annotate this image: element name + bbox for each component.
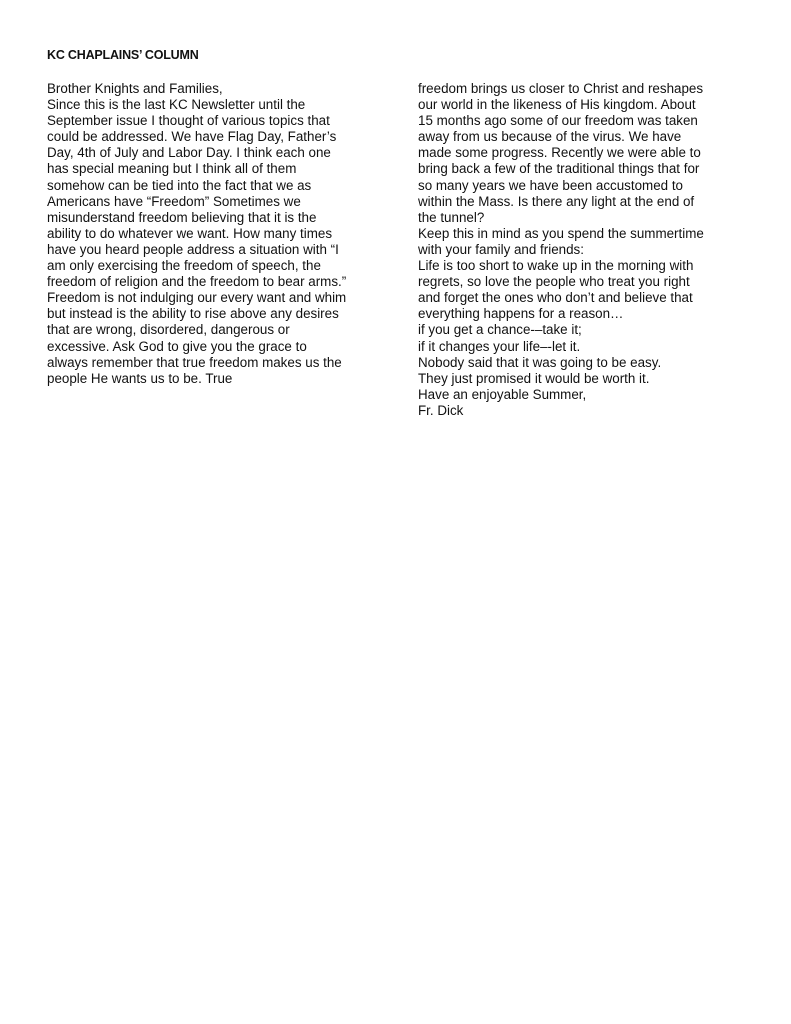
body-line: could be addressed. We have Flag Day, Father’s bbox=[47, 129, 337, 145]
body-line: freedom of religion and the freedom to bear arms.” bbox=[47, 274, 347, 290]
body-line: Freedom is not indulging our every want and whim bbox=[47, 290, 347, 306]
body-line: excessive. Ask God to give you the grace to bbox=[47, 338, 307, 354]
body-line: made some progress. Recently we were able to bbox=[418, 145, 701, 161]
body-line: the tunnel? bbox=[418, 209, 485, 225]
body-line: have you heard people address a situation with “I bbox=[47, 241, 339, 257]
body-line: always remember that true freedom makes us the bbox=[47, 354, 342, 370]
body-line: am only exercising the freedom of speech, the bbox=[47, 258, 321, 274]
body-line: with your family and friends: bbox=[418, 241, 584, 257]
body-line: misunderstand freedom believing that it is the bbox=[47, 209, 317, 225]
closing: Have an enjoyable Summer, bbox=[418, 386, 587, 402]
page-title: KC CHAPLAINS’ COLUMN bbox=[47, 48, 199, 62]
body-line: 15 months ago some of our freedom was taken bbox=[418, 113, 698, 129]
body-line: ability to do whatever we want. How many times bbox=[47, 225, 333, 241]
body-line: if it changes your life–-let it. bbox=[418, 338, 581, 354]
body-line: Keep this in mind as you spend the summertime bbox=[418, 225, 704, 241]
body-line: but instead is the ability to rise above any desires bbox=[47, 306, 339, 322]
body-line: regrets, so love the people who treat you right bbox=[418, 274, 690, 290]
body-line: people He wants us to be. True bbox=[47, 370, 233, 386]
body-line: freedom brings us closer to Christ and reshapes bbox=[418, 81, 704, 96]
body-line: somehow can be tied into the fact that we as bbox=[47, 177, 312, 193]
body-line: Americans have “Freedom” Sometimes we bbox=[47, 193, 301, 209]
body-line: within the Mass. Is there any light at the end of bbox=[418, 193, 695, 209]
signature: Fr. Dick bbox=[418, 402, 464, 418]
right-column bbox=[418, 81, 758, 419]
body-line: everything happens for a reason… bbox=[418, 306, 624, 322]
body-line: that are wrong, disordered, dangerous or bbox=[47, 322, 290, 338]
body-line: our world in the likeness of His kingdom. About bbox=[418, 97, 696, 113]
body-line: bring back a few of the traditional things that for bbox=[418, 161, 700, 177]
body-line: Since this is the last KC Newsletter until the bbox=[47, 97, 306, 113]
body-line: away from us because of the virus. We have bbox=[418, 129, 682, 145]
left-column bbox=[47, 81, 377, 387]
body-line: has special meaning but I think all of them bbox=[47, 161, 297, 177]
body-line: September issue I thought of various topics that bbox=[47, 113, 330, 129]
body-line: so many years we have been accustomed to bbox=[418, 177, 683, 193]
salutation: Brother Knights and Families, bbox=[47, 81, 223, 96]
body-line: Day, 4th of July and Labor Day. I think each one bbox=[47, 145, 331, 161]
body-line: Life is too short to wake up in the morning with bbox=[418, 258, 694, 274]
body-line: and forget the ones who don’t and believe that bbox=[418, 290, 693, 306]
body-line: Nobody said that it was going to be easy. bbox=[418, 354, 662, 370]
body-line: They just promised it would be worth it. bbox=[418, 370, 650, 386]
body-line: if you get a chance-–take it; bbox=[418, 322, 582, 338]
